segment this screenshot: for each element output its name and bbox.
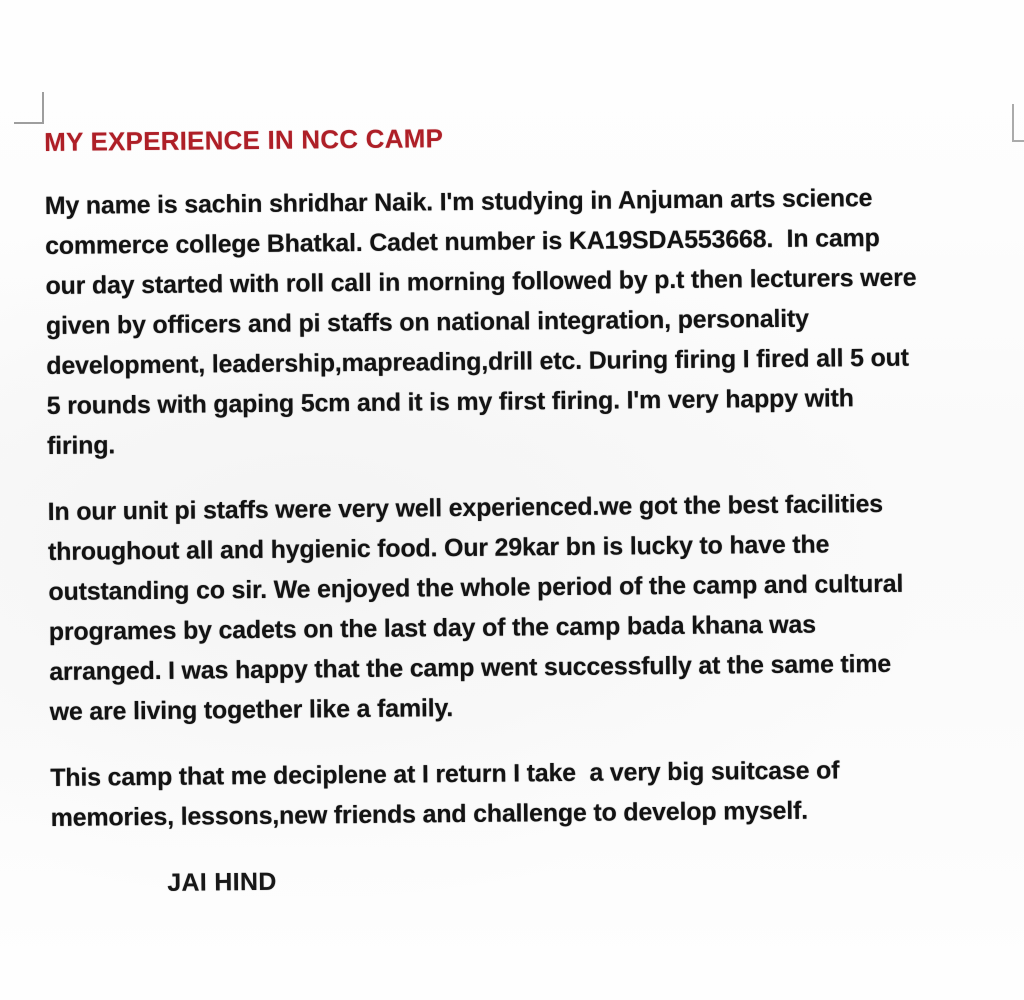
text-boundary-corner-left-icon — [14, 92, 44, 124]
document-content — [44, 117, 1019, 900]
body-paragraph-1: My name is sachin shridhar Naik. I'm studying in Anjuman arts science commerce college Bhatkal. Cadet number is KA19SDA553668. In camp our day started with roll call in morning followed by p.t then lecturers were given by officers and pi staffs on national integration, personality development, leadership,mapreading,drill etc. During firing I fired all 5 out 5 rounds with gaping 5cm and it is my first firing. I'm very happy with firing. — [44, 184, 917, 460]
body-paragraph-3: This camp that me deciplene at I return I take a very big suitcase of memories, lessons,new friends and challenge to develop myself. — [50, 756, 840, 832]
body-paragraph-2: In our unit pi staffs were very well experienced.we got the best facilities throughout all and hygienic food. Our 29kar bn is lucky to have the outstanding co sir. We enjoyed the whole period of the camp and cultural programes by cadets on the last day of the camp bada khana was arranged. I was happy that the camp went successfully at the same time we are living together like a family. — [47, 489, 904, 726]
closing-salutation: JAI HIND — [167, 867, 277, 897]
page-title: MY EXPERIENCE IN NCC CAMP — [44, 123, 444, 157]
text-boundary-corner-right-icon — [1012, 104, 1024, 142]
